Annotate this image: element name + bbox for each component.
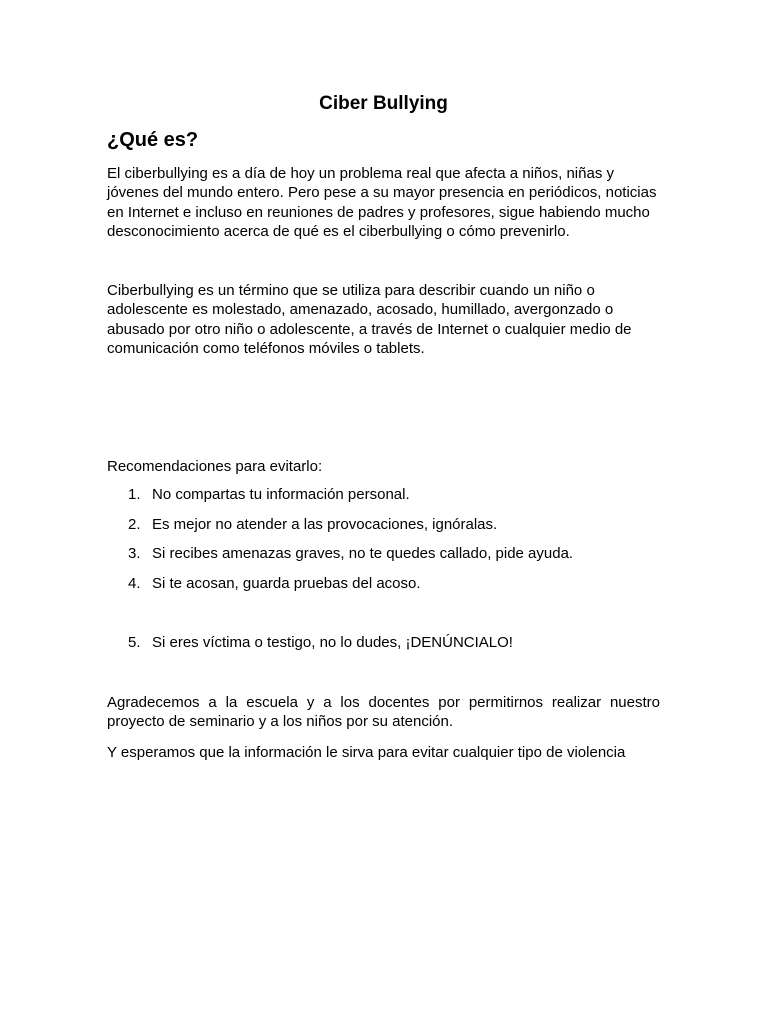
list-item-text: Si recibes amenazas graves, no te quedes callado, pide ayuda. xyxy=(152,545,574,562)
list-item-number: 1. xyxy=(128,486,141,503)
thanks-paragraph: Agradecemos a la escuela y a los docentes por permitirnos realizar nuestro proyecto de seminario y a los niños por su atención. xyxy=(107,694,660,731)
list-item-text: Si eres víctima o testigo, no lo dudes, ¡DENÚNCIALO! xyxy=(152,634,513,651)
list-item-text: Si te acosan, guarda pruebas del acoso. xyxy=(152,575,421,592)
recommendations-intro: Recomendaciones para evitarlo: xyxy=(107,458,323,475)
list-item-number: 5. xyxy=(128,634,141,651)
section-heading: ¿Qué es? xyxy=(107,129,199,151)
list-item xyxy=(107,485,660,505)
list-item xyxy=(107,544,660,564)
list-item-text: Es mejor no atender a las provocaciones, ignóralas. xyxy=(152,516,498,533)
closing-paragraph: Y esperamos que la información le sirva para evitar cualquier tipo de violencia xyxy=(107,744,626,761)
list-item-number: 2. xyxy=(128,516,141,533)
definition-paragraph: Ciberbullying es un término que se utiliza para describir cuando un niño o adolescente es molestado, amenazado, acosado, humillado, avergonzado o abusado por otro niño o adolescente, a través de Internet o cualquier medio de comunicación como teléfonos móviles o tablets. xyxy=(107,282,632,358)
list-item xyxy=(107,574,660,594)
list-item-number: 4. xyxy=(128,575,141,592)
document-title: Ciber Bullying xyxy=(319,93,448,114)
list-item xyxy=(107,633,660,653)
list-item-text: No compartas tu información personal. xyxy=(152,486,410,503)
list-item xyxy=(107,515,660,535)
intro-paragraph: El ciberbullying es a día de hoy un problema real que afecta a niños, niñas y jóvenes del mundo entero. Pero pese a su mayor presencia en periódicos, noticias en Internet e incluso en reuniones de padres y profesores, sigue habiendo mucho desconocimiento acerca de qué es el ciberbullying o cómo prevenirlo. xyxy=(107,165,657,241)
list-item-number: 3. xyxy=(128,545,141,562)
